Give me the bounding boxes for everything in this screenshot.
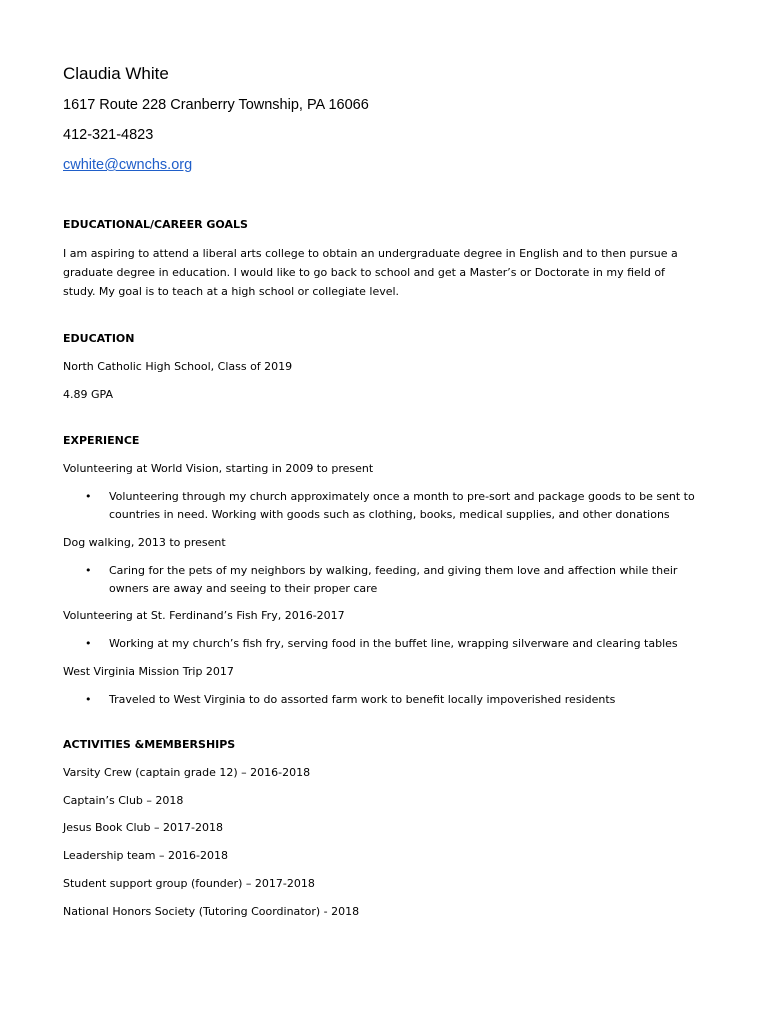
activity-item: National Honors Society (Tutoring Coordinator) - 2018 <box>63 905 360 918</box>
applicant-address: 1617 Route 228 Cranberry Township, PA 16066 <box>63 97 369 113</box>
goals-line: graduate degree in education. I would like to go back to school and get a Master’s or Doctorate in my field of <box>63 266 665 279</box>
experience-bullet <box>85 562 677 598</box>
bullet-icon: • <box>85 693 92 706</box>
activity-item: Jesus Book Club – 2017-2018 <box>63 821 223 834</box>
experience-title: Volunteering at World Vision, starting in 2009 to present <box>63 462 374 475</box>
experience-title: Dog walking, 2013 to present <box>63 536 226 549</box>
bullet-line: Traveled to West Virginia to do assorted farm work to benefit locally impoverished residents <box>109 693 616 706</box>
goals-line: I am aspiring to attend a liberal arts college to obtain an undergraduate degree in English and to then pursue a <box>63 247 678 260</box>
activity-item: Leadership team – 2016-2018 <box>63 849 228 862</box>
experience-title: West Virginia Mission Trip 2017 <box>63 665 234 678</box>
activity-item: Varsity Crew (captain grade 12) – 2016-2018 <box>63 766 311 779</box>
experience-bullet <box>85 488 695 524</box>
activities-heading: ACTIVITIES &MEMBERSHIPS <box>63 738 236 751</box>
applicant-email-link[interactable]: cwhite@cwnchs.org <box>63 157 193 173</box>
bullet-icon: • <box>85 637 92 650</box>
bullet-icon: • <box>85 490 92 503</box>
goals-line: study. My goal is to teach at a high school or collegiate level. <box>63 285 400 298</box>
goals-heading: EDUCATIONAL/CAREER GOALS <box>63 218 248 231</box>
experience-bullet <box>85 635 678 653</box>
experience-title: Volunteering at St. Ferdinand’s Fish Fry, 2016-2017 <box>63 609 345 622</box>
applicant-phone: 412-321-4823 <box>63 127 154 143</box>
bullet-icon: • <box>85 564 92 577</box>
education-school: North Catholic High School, Class of 2019 <box>63 360 293 373</box>
education-gpa: 4.89 GPA <box>63 388 113 401</box>
activity-item: Captain’s Club – 2018 <box>63 794 184 807</box>
bullet-line: Caring for the pets of my neighbors by walking, feeding, and giving them love and affection while their <box>109 564 678 577</box>
experience-bullet <box>85 691 615 709</box>
bullet-line: Volunteering through my church approximately once a month to pre-sort and package goods to be sent to <box>109 490 695 503</box>
applicant-name: Claudia White <box>63 64 169 83</box>
bullet-line: owners are away and seeing to their proper care <box>109 582 378 595</box>
bullet-line: Working at my church’s fish fry, serving food in the buffet line, wrapping silverware and clearing tables <box>109 637 678 650</box>
education-heading: EDUCATION <box>63 332 135 345</box>
bullet-line: countries in need. Working with goods such as clothing, books, medical supplies, and other donations <box>109 508 670 521</box>
experience-heading: EXPERIENCE <box>63 434 140 447</box>
activity-item: Student support group (founder) – 2017-2018 <box>63 877 315 890</box>
